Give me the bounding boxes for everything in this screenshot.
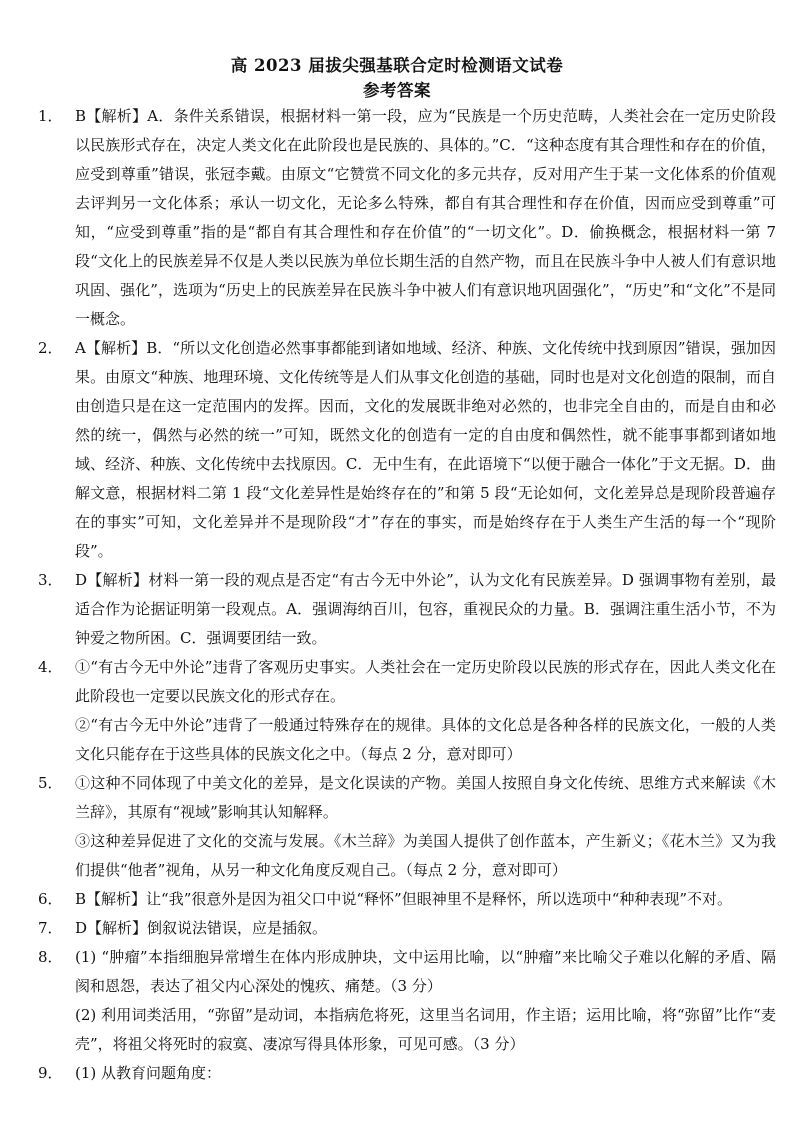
answer-number: 6．: [38, 890, 63, 908]
answer-text: B【解析】A．条件关系错误，根据材料一第一段，应为“民族是一个历史范畴，人类社会在一定历史阶段以民族形式存在，决定人类文化在此阶段也是民族的、具体的。”C．“这种态度有其合理性和存在的价值，应受到尊重”错误，张冠李戴。由原文“它赞赏不同文化的多元共存，反对用产生于某一文化体系的价值观去评判另一文化体系；承认一切文化，无论多么特殊，都自有其合理性和存在价值，因而应受到尊重”可知，“应受到尊重”指的是“都自有其合理性和存在价值”的“一切文化”。D．偷换概念，根据材料一第 7 段“文化上的民族差异不仅是人类以民族为单位长期生活的自然产物，而且在民族斗争中人被人们有意识地巩固、强化”，选项为“历史上的民族差异在民族斗争中被人们有意识地巩固强化”，“历史”和“文化”不是同一概念。: [75, 107, 776, 328]
answer-text: D【解析】材料一第一段的观点是否定“有古今无中外论”，认为文化有民族差异。D 强调事物有差别，最适合作为论据证明第一段观点。A．强调海纳百川，包容，重视民众的力量。B．强调注重生活小节，不为钟爱之物所困。C．强调要团结一致。: [75, 571, 776, 647]
answer-number: 7．: [38, 919, 63, 937]
answer-text: ③这种差异促进了文化的交流与发展。《木兰辞》为美国人提供了创作蓝本，产生新义；《花木兰》又为我们提供“他者”视角，从另一种文化角度反观自己。（每点 2 分，意对即可）: [75, 832, 776, 879]
answer-number: 4．: [38, 658, 63, 676]
answer-item-1: [38, 102, 776, 334]
answer-text: B【解析】让“我”很意外是因为祖父口中说“释怀”但眼神里不是释怀，所以选项中“种种表现”不对。: [75, 890, 733, 908]
answer-text: A【解析】B．“所以文化创造必然事事都能到诸如地域、经济、种族、文化传统中找到原因”错误，强加因果。由原文“种族、地理环境、文化传统等是人们从事文化创造的基础，同时也是对文化创造的限制，而自由创造只是在这一定范围内的发挥。因而，文化的发展既非绝对必然的，也非完全自由的，而是自由和必然的统一，偶然与必然的统一”可知，既然文化的创造有一定的自由度和偶然性，就不能事事都到诸如地域、经济、种族、文化传统中去找原因。C．无中生有，在此语境下“以便于融合一体化”于文无据。D．曲解文意，根据材料二第 1 段“文化差异性是始终存在的”和第 5 段“无论如何，文化差异总是现阶段普遍存在的事实”可知，文化差异并不是现阶段“才”存在的事实，而是始终存在于人类生产生活的每一个“现阶段”。: [75, 339, 776, 560]
answer-text: ②“有古今无中外论”违背了一般通过特殊存在的规律。具体的文化总是各种各样的民族文化，一般的人类文化只能存在于这些具体的民族文化之中。（每点 2 分，意对即可）: [75, 716, 776, 763]
answer-item-6: [38, 885, 776, 914]
answer-number: 8．: [38, 948, 63, 966]
answer-list: [38, 102, 776, 1088]
answer-item-8: [38, 943, 776, 1059]
answer-number: 2．: [38, 339, 63, 357]
answer-item-2: [38, 334, 776, 566]
answer-item-4: [38, 653, 776, 769]
answer-item-3: [38, 566, 776, 653]
answer-text: (1) 从教育问题角度：: [75, 1064, 222, 1082]
answer-number: 1．: [38, 107, 63, 125]
answer-text: D【解析】倒叙说法错误，应是插叙。: [75, 919, 328, 937]
answer-number: 5．: [38, 774, 63, 792]
answer-text: ①这种不同体现了中美文化的差异，是文化误读的产物。美国人按照自身文化传统、思维方式来解读《木兰辞》，其原有“视域”影响其认知解释。: [75, 774, 776, 821]
answer-text: (1) “肿瘤”本指细胞异常增生在体内形成肿块，文中运用比喻，以“肿瘤”来比喻父子难以化解的矛盾、隔阂和恩怨，表达了祖父内心深处的愧疚、痛楚。（3 分）: [75, 948, 776, 995]
answer-number: 9．: [38, 1064, 63, 1082]
answer-text: ①“有古今无中外论”违背了客观历史事实。人类社会在一定历史阶段以民族的形式存在，因此人类文化在此阶段也一定要以民族文化的形式存在。: [75, 658, 776, 705]
page-subtitle: 参考答案: [363, 81, 431, 100]
answer-item-5: [38, 769, 776, 885]
answer-text: (2) 利用词类活用，“弥留”是动词，本指病危将死，这里当名词用，作主语；运用比喻，将“弥留”比作“麦壳”，将祖父将死时的寂寞、凄凉写得具体形象，可见可感。（3 分）: [75, 1006, 776, 1053]
answer-item-7: [38, 914, 776, 943]
answer-item-9: [38, 1059, 776, 1088]
answer-number: 3．: [38, 571, 63, 589]
page-title: 高 2023 届拔尖强基联合定时检测语文试卷: [230, 56, 564, 75]
